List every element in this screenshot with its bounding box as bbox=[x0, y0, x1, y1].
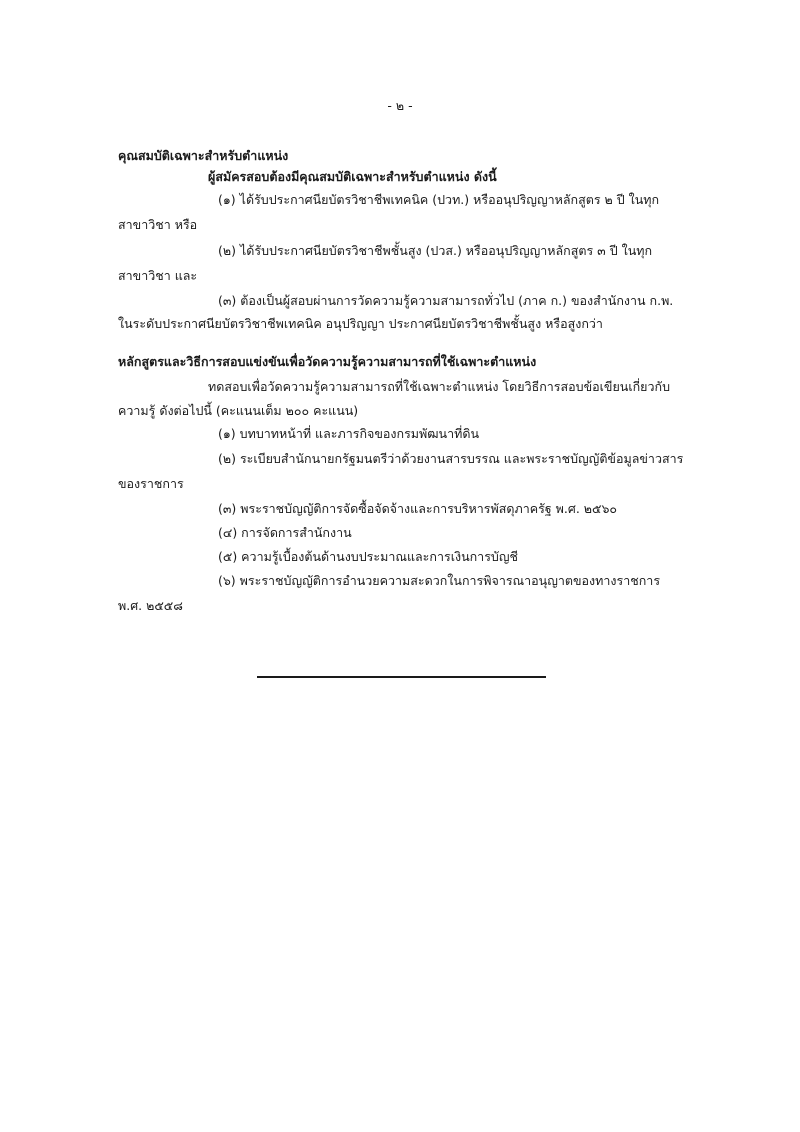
exam-intro: ทดสอบเพื่อวัดความรู้ความสามารถที่ใช้เฉพาะตำแหน่ง โดยวิธีการสอบข้อเขียนเกี่ยวกับ bbox=[208, 379, 671, 394]
exam-topic-4: (๔) การจัดการสำนักงาน bbox=[218, 525, 352, 540]
exam-topic-1: (๑) บทบาทหน้าที่ และภารกิจของกรมพัฒนาที่ดิน bbox=[218, 426, 480, 441]
qualification-item-3-cont: ในระดับประกาศนียบัตรวิชาชีพเทคนิค อนุปริญญา ประกาศนียบัตรวิชาชีพชั้นสูง หรือสูงกว่า bbox=[118, 316, 603, 331]
qualification-item-2-cont: สาขาวิชา และ bbox=[118, 268, 198, 283]
qualification-item-2: (๒) ได้รับประกาศนียบัตรวิชาชีพชั้นสูง (ปวส.) หรืออนุปริญญาหลักสูตร ๓ ปี ในทุก bbox=[218, 243, 653, 258]
exam-topic-5: (๕) ความรู้เบื้องต้นด้านงบประมาณและการเงินการบัญชี bbox=[218, 549, 518, 564]
exam-topic-2-cont: ของราชการ bbox=[118, 476, 184, 491]
end-rule bbox=[257, 676, 546, 678]
section-exam-heading: หลักสูตรและวิธีการสอบแข่งขันเพื่อวัดความรู้ความสามารถที่ใช้เฉพาะตำแหน่ง bbox=[118, 354, 537, 369]
exam-topic-2: (๒) ระเบียบสำนักนายกรัฐมนตรีว่าด้วยงานสารบรรณ และพระราชบัญญัติข้อมูลข่าวสาร bbox=[218, 451, 684, 466]
qualifications-subheading: ผู้สมัครสอบต้องมีคุณสมบัติเฉพาะสำหรับตำแหน่ง ดังนี้ bbox=[208, 169, 497, 184]
qualification-item-3: (๓) ต้องเป็นผู้สอบผ่านการวัดความรู้ความสามารถทั่วไป (ภาค ก.) ของสำนักงาน ก.พ. bbox=[218, 293, 674, 308]
exam-topic-6: (๖) พระราชบัญญัติการอำนวยความสะดวกในการพิจารณาอนุญาตของทางราชการ bbox=[218, 573, 661, 588]
exam-topic-3: (๓) พระราชบัญญัติการจัดซื้อจัดจ้างและการบริหารพัสดุภาครัฐ พ.ศ. ๒๕๖๐ bbox=[218, 501, 618, 516]
qualification-item-1-cont: สาขาวิชา หรือ bbox=[118, 217, 198, 232]
exam-topic-6-cont: พ.ศ. ๒๕๕๘ bbox=[118, 598, 183, 613]
page-number: - ๒ - bbox=[387, 98, 413, 113]
exam-intro-cont: ความรู้ ดังต่อไปนี้ (คะแนนเต็ม ๒๐๐ คะแนน) bbox=[118, 403, 359, 418]
qualification-item-1: (๑) ได้รับประกาศนียบัตรวิชาชีพเทคนิค (ปวท.) หรืออนุปริญญาหลักสูตร ๒ ปี ในทุก bbox=[218, 192, 660, 207]
section-qualifications-heading: คุณสมบัติเฉพาะสำหรับตำแหน่ง bbox=[118, 148, 289, 163]
